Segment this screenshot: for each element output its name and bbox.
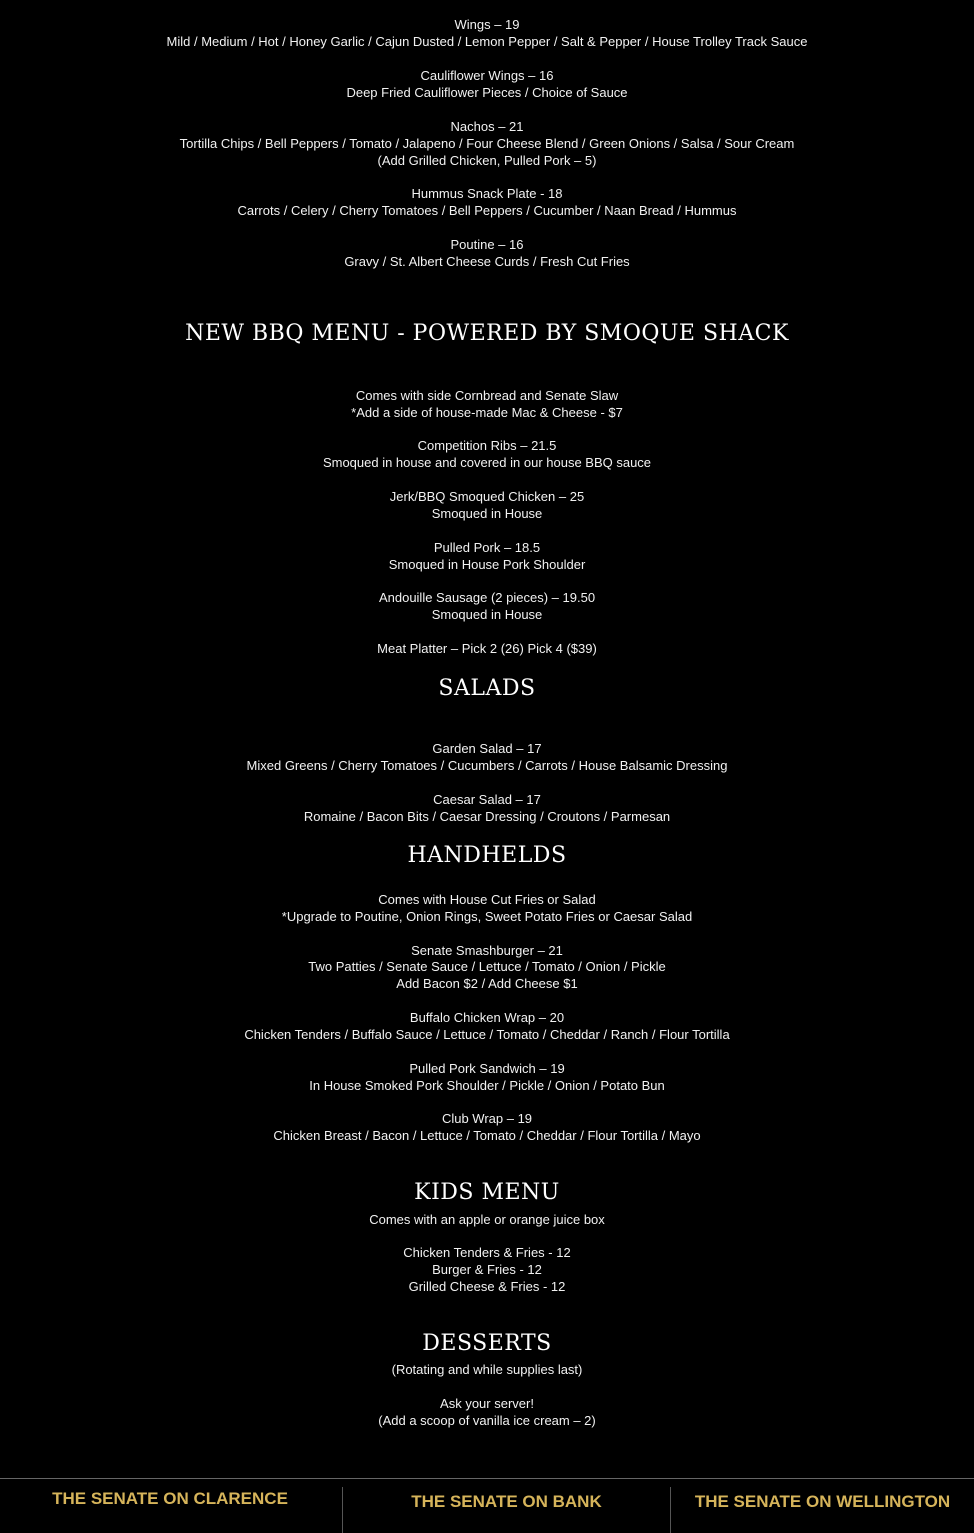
- menu-item-name: Poutine – 16: [450, 237, 524, 252]
- menu-item-name: Cauliflower Wings – 16: [420, 68, 554, 83]
- section-intro-note: *Upgrade to Poutine, Onion Rings, Sweet Potato Fries or Caesar Salad: [281, 909, 693, 924]
- menu-item-name: Garden Salad – 17: [432, 741, 542, 756]
- menu-item-description: Two Patties / Senate Sauce / Lettuce / Tomato / Onion / Pickle: [308, 959, 666, 974]
- menu-item-name: Senate Smashburger – 21: [411, 943, 563, 958]
- location-footer: [0, 1478, 974, 1533]
- menu-item-description: Chicken Breast / Bacon / Lettuce / Tomato / Cheddar / Flour Tortilla / Mayo: [273, 1128, 701, 1143]
- section-heading-salads: SALADS: [438, 676, 536, 701]
- section-heading-handhelds: HANDHELDS: [407, 843, 567, 868]
- menu-item-name: Chicken Tenders & Fries - 12: [403, 1245, 571, 1260]
- menu-item-description: Deep Fried Cauliflower Pieces / Choice of Sauce: [346, 85, 628, 100]
- menu-item-name: Pulled Pork – 18.5: [433, 540, 541, 555]
- location-link-bank[interactable]: THE SENATE ON BANK: [411, 1492, 602, 1511]
- menu-item-name: Pulled Pork Sandwich – 19: [409, 1061, 565, 1076]
- menu-item-name: Jerk/BBQ Smoqued Chicken – 25: [389, 489, 585, 504]
- location-link-wellington[interactable]: THE SENATE ON WELLINGTON: [694, 1492, 951, 1511]
- menu-item-name: Club Wrap – 19: [441, 1111, 533, 1126]
- section-intro: Comes with side Cornbread and Senate Slaw: [355, 388, 619, 403]
- menu-item-name: Wings – 19: [454, 17, 520, 32]
- menu-item-name: Buffalo Chicken Wrap – 20: [409, 1010, 565, 1025]
- section-intro-note: *Add a side of house-made Mac & Cheese - $7: [351, 405, 623, 420]
- menu-item-name: Hummus Snack Plate - 18: [411, 186, 563, 201]
- menu-item-description: Smoqued in House: [431, 607, 543, 622]
- menu-item-name: Competition Ribs – 21.5: [417, 438, 557, 453]
- menu-item-name: Ask your server!: [440, 1396, 534, 1411]
- menu-item-note: (Add Grilled Chicken, Pulled Pork – 5): [377, 153, 597, 168]
- section-intro: (Rotating and while supplies last): [391, 1362, 583, 1377]
- section-heading-desserts: DESSERTS: [422, 1331, 552, 1356]
- menu-item-name: Grilled Cheese & Fries - 12: [408, 1279, 566, 1294]
- location-link-clarence[interactable]: THE SENATE ON CLARENCE: [52, 1489, 288, 1508]
- section-heading-bbq: NEW BBQ MENU - POWERED BY SMOQUE SHACK: [185, 321, 789, 346]
- menu-item-name: Andouille Sausage (2 pieces) – 19.50: [378, 590, 596, 605]
- menu-item-description: Carrots / Celery / Cherry Tomatoes / Bell Peppers / Cucumber / Naan Bread / Hummus: [237, 203, 737, 218]
- menu-item-description: Mixed Greens / Cherry Tomatoes / Cucumbers / Carrots / House Balsamic Dressing: [246, 758, 728, 773]
- menu-item-note: (Add a scoop of vanilla ice cream – 2): [378, 1413, 596, 1428]
- menu-item-name: Meat Platter – Pick 2 (26) Pick 4 ($39): [377, 641, 597, 656]
- menu-item-description: Gravy / St. Albert Cheese Curds / Fresh Cut Fries: [344, 254, 630, 269]
- menu-item-name: Caesar Salad – 17: [433, 792, 541, 807]
- menu-item-description: Smoqued in House Pork Shoulder: [388, 557, 586, 572]
- menu-item-name: Burger & Fries - 12: [432, 1262, 542, 1277]
- menu-item-description: Mild / Medium / Hot / Honey Garlic / Cajun Dusted / Lemon Pepper / Salt & Pepper / House Trolley Track Sauce: [166, 34, 808, 49]
- section-intro: Comes with an apple or orange juice box: [369, 1212, 605, 1227]
- menu-item-name: Nachos – 21: [450, 119, 524, 134]
- menu-item-description: Smoqued in House: [431, 506, 543, 521]
- section-heading-kids: KIDS MENU: [414, 1180, 560, 1205]
- menu-item-description: In House Smoked Pork Shoulder / Pickle / Onion / Potato Bun: [309, 1078, 665, 1093]
- section-intro: Comes with House Cut Fries or Salad: [378, 892, 596, 907]
- menu-item-note: Add Bacon $2 / Add Cheese $1: [396, 976, 578, 991]
- menu-item-description: Chicken Tenders / Buffalo Sauce / Lettuce / Tomato / Cheddar / Ranch / Flour Tortilla: [244, 1027, 730, 1042]
- menu-item-description: Romaine / Bacon Bits / Caesar Dressing / Croutons / Parmesan: [303, 809, 671, 824]
- menu-item-description: Smoqued in house and covered in our house BBQ sauce: [322, 455, 652, 470]
- menu-item-description: Tortilla Chips / Bell Peppers / Tomato / Jalapeno / Four Cheese Blend / Green Onions / Salsa / Sour Cream: [179, 136, 795, 151]
